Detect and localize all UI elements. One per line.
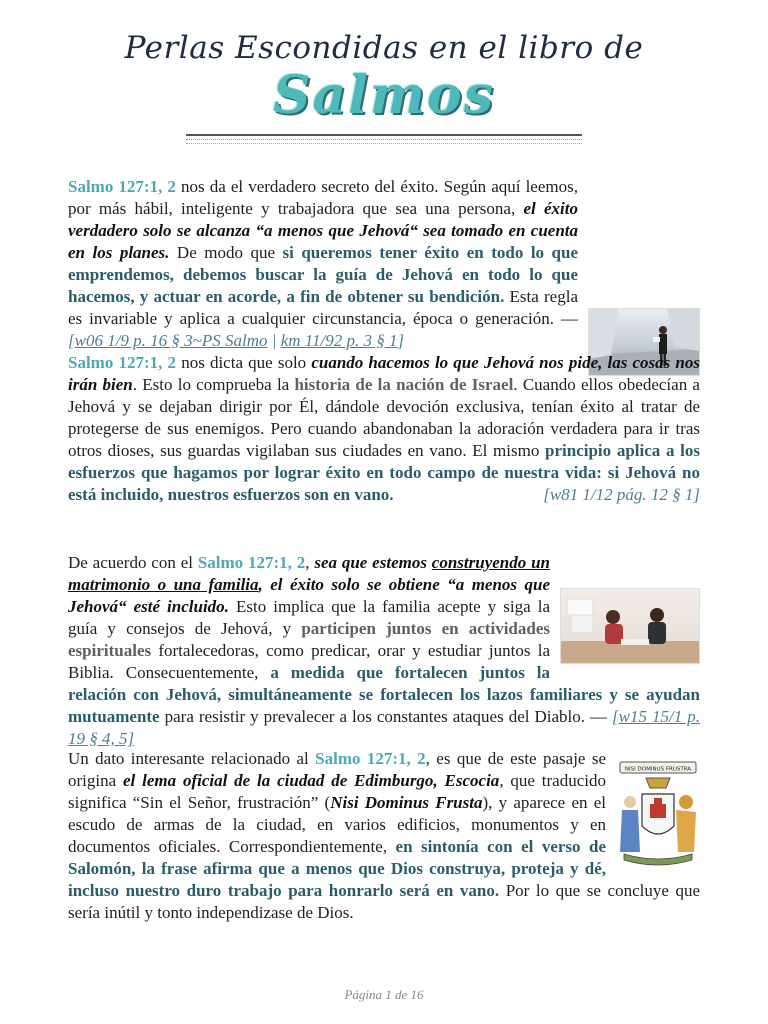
scripture-ref: Salmo 127:1, 2	[315, 749, 426, 768]
family-study-image	[560, 588, 700, 664]
citation	[68, 331, 404, 350]
paragraph-3	[68, 552, 700, 750]
text: , es que de este pasaje se origina	[68, 749, 607, 790]
title-line: Perlas Escondidas en el libro de	[124, 30, 644, 66]
highlight-gray: participen juntos en actividades espirituales	[68, 619, 550, 660]
text: para resistir y prevalecer a los constantes ataques del Diablo. —	[159, 707, 613, 726]
emphasis: el lema oficial de la ciudad de Edimburgo, Escocia	[123, 771, 500, 790]
text: . Esto lo comprueba la	[132, 375, 295, 394]
text: Esto implica que la familia acepte y siga la guía y consejos de Jehová, y	[68, 597, 550, 638]
cite-separator: |	[267, 331, 281, 350]
citation-link[interactable]: km 11/92 p. 3 § 1	[280, 331, 398, 350]
emphasis: sea que estemos	[314, 553, 432, 572]
highlight: si queremos tener éxito en todo lo que emprendemos, debemos buscar la guía de Jehová en todo lo que hacemos, y actuar en acorde, a fin de obtener su bendición.	[68, 243, 578, 306]
header-divider	[186, 134, 582, 136]
text: , que traducido significa “Sin el Señor, frustración” (	[68, 771, 606, 812]
family-illustration	[561, 589, 699, 663]
page-number: Página 1 de 16	[344, 987, 424, 1002]
text: Un dato interesante relacionado al	[68, 749, 316, 768]
scripture-ref: Salmo 127:1, 2	[68, 353, 177, 372]
citation-link[interactable]: w06 1/9 p. 16 § 3~PS Salmo	[74, 331, 268, 350]
paragraph-1	[68, 176, 700, 376]
text: . Cuando ellos obedecían a Jehová y se dejaban dirigir por Él, dándole devoción exclusiva, tenían éxito al tratar de protegerse de sus enemigos. Pero cuando abandonaban la adoración verdadera para ir tras otros dioses, sus guardas vigilaban sus ciudades en vano. El mismo	[68, 375, 700, 460]
text: nos dicta que solo	[176, 353, 312, 372]
citation[interactable]: [w81 1/12 pág. 12 § 1]	[543, 485, 700, 504]
edinburgh-crest-image	[616, 760, 700, 872]
text: nos da el verdadero secreto del éxito. Según aquí leemos, por más hábil, inteligente y trabajadora que sea una persona,	[68, 177, 578, 218]
text: ), y aparece en el escudo de armas de la ciudad, en varios edificios, monumentos y en documentos oficiales. Correspondientemente,	[68, 793, 606, 856]
emphasis: , el éxito solo se obtiene “a menos que Jehová“ esté incluido.	[68, 575, 550, 616]
highlight: principio aplica a los esfuerzos que hagamos por lograr éxito en todo campo de nuestra vida: si Jehová no está incluido, nuestros esfuerzos son en vano.	[68, 441, 700, 504]
text: Esta regla es invariable y aplica a cualquier circunstancia, época o generación. —	[68, 287, 578, 328]
text: De acuerdo con el	[68, 553, 198, 572]
emphasis: el éxito verdadero solo se alcanza “a menos que Jehová“ sea tomado en cuenta en los planes.	[68, 199, 579, 262]
highlight-gray: historia de la nación de Israel	[294, 375, 514, 394]
text: ,	[305, 553, 315, 572]
page-header	[0, 30, 768, 124]
emphasis-underlined: construyendo un matrimonio o una familia	[68, 553, 551, 594]
paragraph-4	[68, 748, 700, 924]
emphasis: cuando hacemos lo que Jehová nos pide, las cosas nos irán bien	[68, 353, 700, 394]
crest-motto: NISI DOMINUS FRUSTRA	[624, 766, 692, 773]
text: De modo que	[169, 243, 283, 262]
cite-bracket: [	[68, 331, 75, 350]
scripture-ref: Salmo 127:1, 2	[68, 177, 176, 196]
crest-illustration	[616, 760, 700, 872]
emphasis: Nisi Dominus Frusta	[330, 793, 483, 812]
cite-bracket: ]	[397, 331, 405, 350]
scripture-ref: Salmo 127:1, 2	[197, 553, 306, 572]
highlight: a medida que fortalecen juntos la relación con Jehová, simultáneamente se fortalecen los lazos familiares y se ayudan mutuamente	[68, 663, 700, 726]
text: Por lo que se concluye que sería inútil y tonto independizase de Dios.	[68, 881, 700, 922]
text: fortalecedoras, como predicar, orar y estudiar juntos la Biblia. Consecuentemente,	[68, 641, 550, 682]
paragraph-2	[68, 352, 700, 506]
citation[interactable]: [w15 15/1 p. 19 § 4, 5]	[68, 707, 700, 748]
highlight: en sintonía con el verso de Salomón, la frase afirma que a menos que Dios construya, proteja y dé, incluso nuestro duro trabajo para honrarlo será en vano.	[68, 837, 606, 900]
title-book: Salmos	[273, 65, 495, 126]
